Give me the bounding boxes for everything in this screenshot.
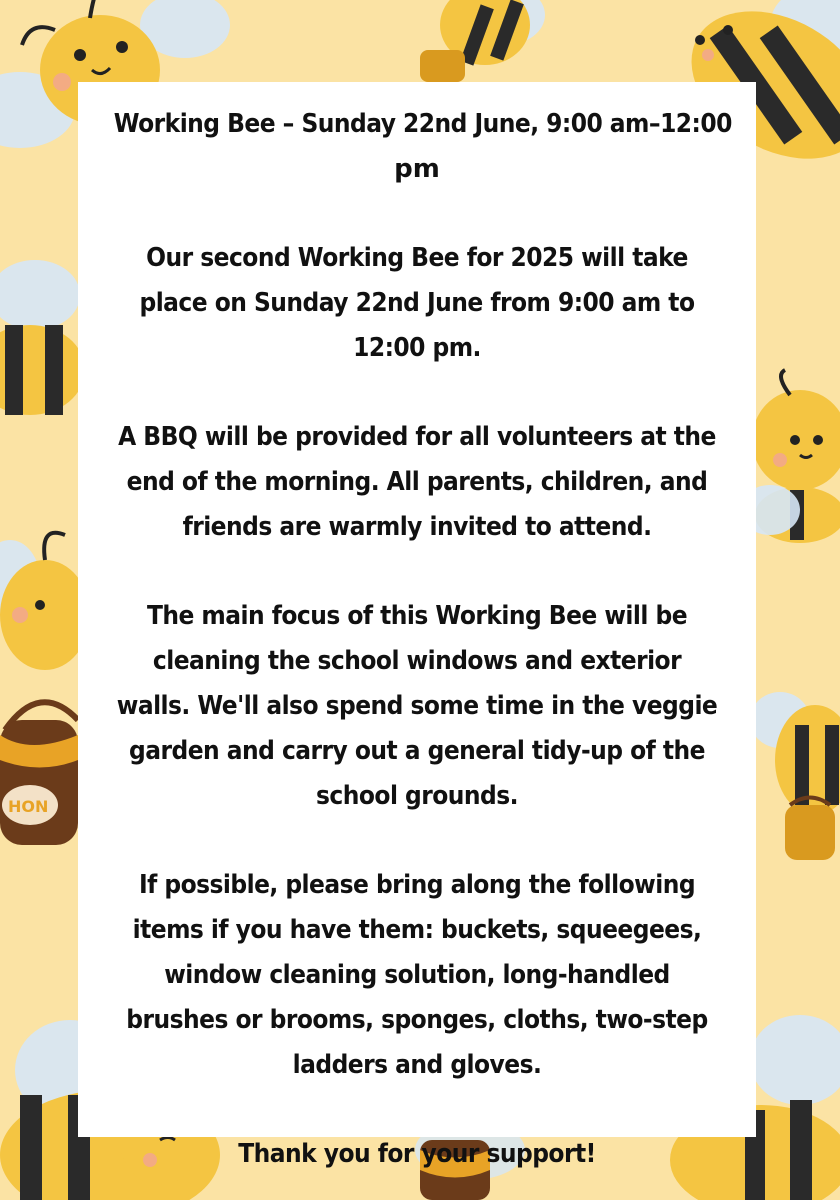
bee-icon	[0, 260, 85, 415]
notice-paragraph: A BBQ will be provided for all volunteers at the end of the morning. All parents, children, and friends are warmly invited to attend.	[118, 422, 716, 542]
honey-jar-icon	[0, 702, 78, 845]
bee-icon	[420, 0, 545, 82]
notice-closing: Thank you for your support!	[238, 1139, 596, 1169]
notice-paragraph: If possible, please bring along the following items if you have them: buckets, squeegees, window cleaning solution, long-handled brushes or brooms, sponges, cloths, two-step ladders and gloves.	[126, 870, 708, 1080]
notice-title: Working Bee – Sunday 22nd June, 9:00 am–12:00	[113, 109, 732, 139]
bee-icon	[0, 533, 90, 670]
notice-title-continued: pm	[394, 154, 440, 184]
notice-paragraph: Our second Working Bee for 2025 will take place on Sunday 22nd June from 9:00 am to 12:00 pm.	[139, 243, 695, 363]
svg-text:HON: HON	[8, 797, 49, 816]
bee-icon	[750, 692, 840, 860]
notice-paragraph: The main focus of this Working Bee will be cleaning the school windows and exterior walls. We'll also spend some time in the veggie garden and carry out a general tidy-up of the school grounds.	[116, 601, 718, 811]
notice-panel	[78, 82, 756, 1169]
